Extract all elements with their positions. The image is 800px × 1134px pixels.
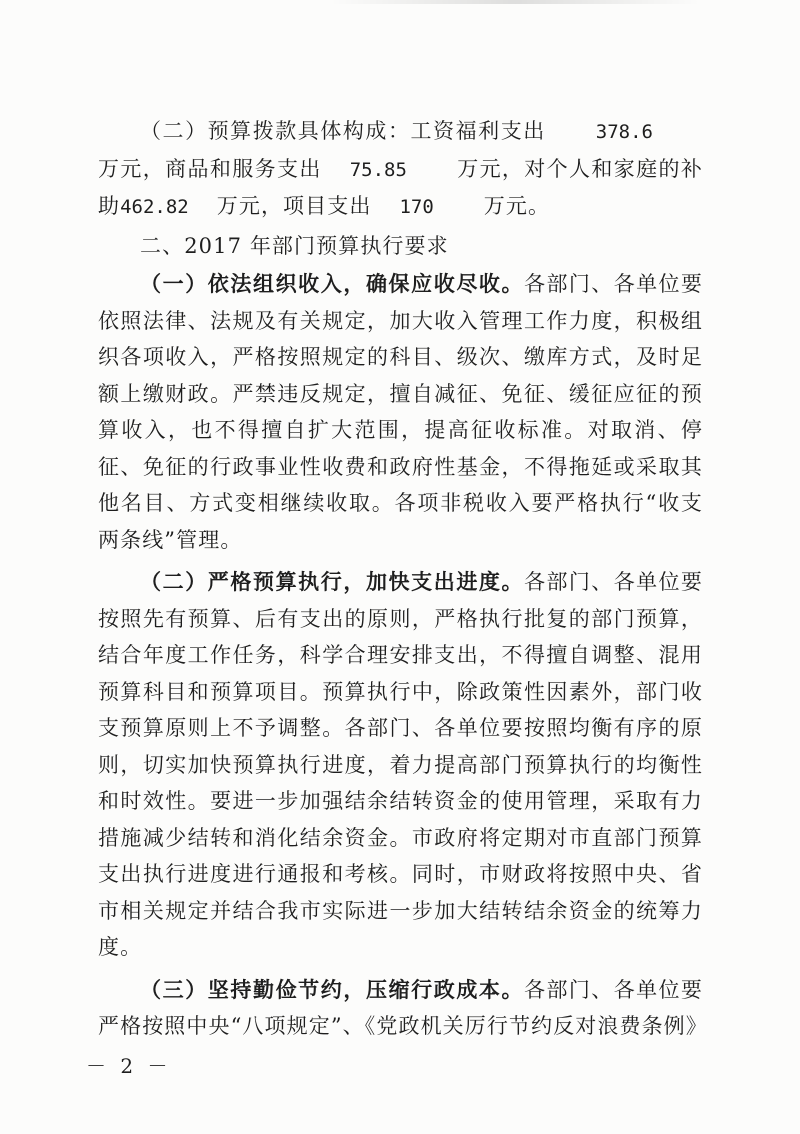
item-3-body: 各部门、各单位要严格按照中央“八项规定”、《党政机关厉行节约反对浪费条例》 xyxy=(98,977,708,1038)
text-run: 万元，项目支出 xyxy=(216,194,372,218)
page-number: － 2 － xyxy=(86,1054,172,1078)
item-3-title: （三）坚持勤俭节约，压缩行政成本。 xyxy=(140,976,525,1002)
item-1-title: （一）依法组织收入，确保应收尽收。 xyxy=(140,271,525,296)
item-1-body: 各部门、各单位要依照法律、法规及有关规定，加大收入管理工作力度，积极组织各项收入，严格按照规定的科目、级次、缴库方式，及时足额上缴财政。严禁违反规定，擅自减征、免征、缓征应征的预算收入，也不得擅自扩大范围，提高征收标准。对取消、停征、免征的行政事业性收费和政府性基金，不得拖延或采取其他名目、方式变相继续收取。各项非税收入要严格执行“收支两条线”管理。 xyxy=(98,272,703,552)
amount-subsidies: 462.82 xyxy=(120,196,189,218)
amount-goods-services: 75.85 xyxy=(349,158,407,181)
text-run: 万元。 xyxy=(483,194,551,218)
section-heading xyxy=(98,228,703,265)
paragraph-item-2 xyxy=(98,564,703,966)
item-2-title: （二）严格预算执行，加快支出进度。 xyxy=(140,569,525,594)
amount-projects: 170 xyxy=(399,196,434,218)
amount-wages: 378.6 xyxy=(595,121,653,143)
heading-text: 二、2017 年部门预算执行要求 xyxy=(140,233,449,258)
paragraph-budget-composition xyxy=(98,113,703,226)
text-run: 万元，商品和服务支出 xyxy=(98,156,322,181)
text-run: 万元，对个人和家庭的补助 xyxy=(98,156,703,218)
paragraph-item-3 xyxy=(98,972,708,1045)
paragraph-item-1 xyxy=(98,266,703,558)
scan-edge-mark xyxy=(330,0,700,4)
document-body xyxy=(98,113,708,1047)
text-run: （二）预算拨款具体构成：工资福利支出 xyxy=(140,119,546,143)
item-2-body: 各部门、各单位要按照先有预算、后有支出的原则，严格执行批复的部门预算，结合年度工作任务，科学合理安排支出，不得擅自调整、混用预算科目和预算项目。预算执行中，除政策性因素外，部门收支预算原则上不予调整。各部门、各单位要按照均衡有序的原则，切实加快预算执行进度，着力提高部门预算执行的均衡性和时效性。要进一步加强结余结转资金的使用管理，采取有力措施减少结转和消化结余资金。市政府将定期对市直部门预算支出执行进度进行通报和考核。同时，市财政将按照中央、省市相关规定并结合我市实际进一步加大结转结余资金的统筹力度。 xyxy=(98,570,703,959)
